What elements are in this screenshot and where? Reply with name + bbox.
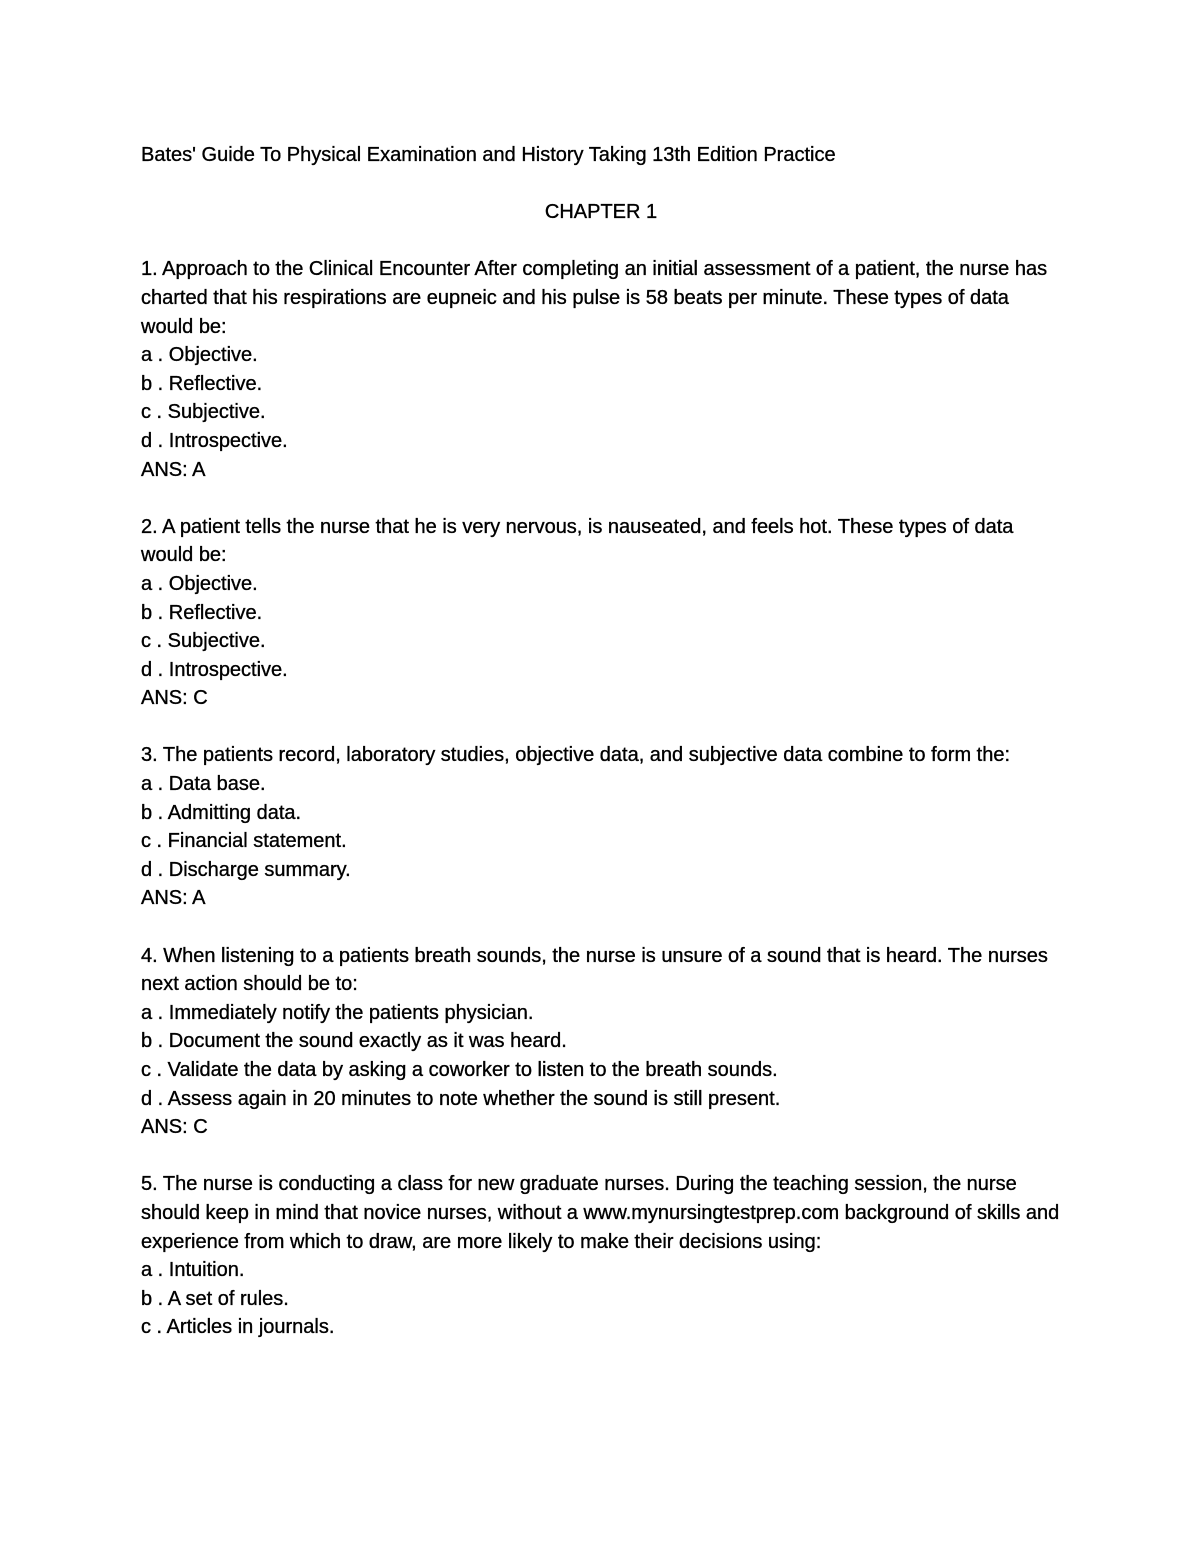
answer-key: ANS: C	[141, 687, 208, 710]
answer-key: ANS: C	[141, 1116, 208, 1139]
page-content	[141, 141, 1061, 1342]
question-item	[141, 741, 1061, 913]
answer-option: c . Financial statement.	[141, 830, 347, 853]
answer-key: ANS: A	[141, 458, 206, 481]
document-title: Bates' Guide To Physical Examination and History Taking 13th Edition Practice	[141, 144, 836, 166]
answer-option: b . Admitting data.	[141, 801, 302, 824]
answer-option: a . Intuition.	[141, 1259, 245, 1282]
answer-option: a . Objective.	[141, 344, 258, 367]
question-item	[141, 513, 1061, 713]
question-text: 4. When listening to a patients breath sounds, the nurse is unsure of a sound that is heard. The nurses next action should be to:	[141, 944, 1048, 996]
answer-option: d . Introspective.	[141, 658, 288, 681]
question-text: 2. A patient tells the nurse that he is very nervous, is nauseated, and feels hot. These types of data would be:	[141, 515, 1014, 567]
answer-option: c . Validate the data by asking a coworker to listen to the breath sounds.	[141, 1059, 778, 1081]
chapter-heading: CHAPTER 1	[544, 201, 658, 224]
question-text: 5. The nurse is conducting a class for new graduate nurses. During the teaching session, the nurse should keep in mind that novice nurses, without a www.mynursingtestprep.com background of skills and experience from which to draw, are more likely to make their decisions using:	[141, 1173, 1060, 1253]
answer-option: d . Introspective.	[141, 429, 288, 452]
question-text: 1. Approach to the Clinical Encounter After completing an initial assessment of a patient, the nurse has charted that his respirations are eupneic and his pulse is 58 beats per minute. These types of data would be:	[141, 258, 1048, 338]
answer-option: b . Reflective.	[141, 372, 263, 395]
answer-option: b . A set of rules.	[141, 1287, 289, 1310]
question-item	[141, 1170, 1061, 1342]
answer-option: a . Objective.	[141, 572, 258, 595]
answer-option: d . Assess again in 20 minutes to note whether the sound is still present.	[141, 1087, 781, 1110]
answer-option: b . Reflective.	[141, 601, 263, 624]
answer-option: c . Subjective.	[141, 401, 266, 424]
question-text: 3. The patients record, laboratory studies, objective data, and subjective data combine to form the:	[141, 744, 1011, 767]
answer-option: c . Articles in journals.	[141, 1316, 335, 1339]
answer-option: d . Discharge summary.	[141, 858, 351, 881]
answer-option: c . Subjective.	[141, 630, 266, 653]
answer-option: b . Document the sound exactly as it was heard.	[141, 1030, 567, 1053]
question-item	[141, 942, 1061, 1142]
answer-option: a . Immediately notify the patients physician.	[141, 1001, 534, 1024]
answer-option: a . Data base.	[141, 773, 266, 796]
question-item	[141, 255, 1061, 484]
answer-key: ANS: A	[141, 887, 206, 910]
